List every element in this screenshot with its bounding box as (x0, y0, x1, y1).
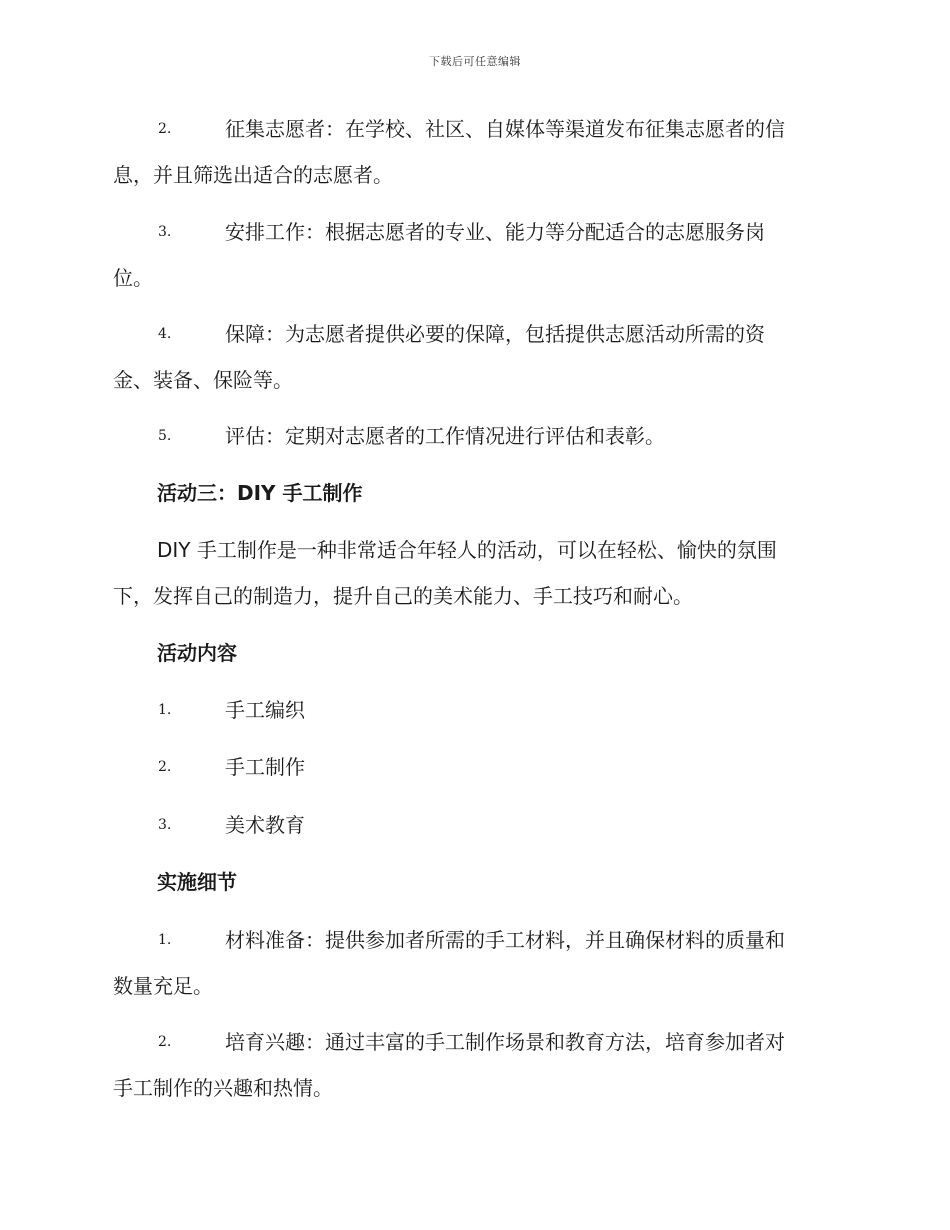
list-item-text: 材料准备：提供参加者所需的手工材料，并且确保材料的质量和 (225, 928, 785, 952)
paragraph-line: DIY 手工制作是一种非常适合年轻人的活动，可以在轻松、愉快的氛围 (157, 538, 777, 562)
list-item (113, 106, 835, 198)
subsection-heading: 实施细节 (157, 870, 237, 894)
list-item (113, 744, 835, 790)
list-item-text-continued: 息，并且筛选出适合的志愿者。 (113, 163, 393, 187)
list-number: 1. (158, 932, 172, 948)
list-item (113, 687, 835, 733)
list-number: 2. (158, 121, 172, 137)
intro-paragraph (113, 527, 835, 619)
list-number: 3. (158, 817, 172, 833)
list-item-text: 安排工作：根据志愿者的专业、能力等分配适合的志愿服务岗 (225, 220, 765, 244)
list-item-text: 培育兴趣：通过丰富的手工制作场景和教育方法，培育参加者对 (225, 1030, 785, 1054)
list-item-text: 征集志愿者：在学校、社区、自媒体等渠道发布征集志愿者的信 (225, 117, 785, 141)
list-item (113, 802, 835, 848)
list-number: 5. (158, 428, 172, 444)
list-number: 2. (158, 1034, 172, 1050)
list-item-text-continued: 手工制作的兴趣和热情。 (113, 1076, 333, 1100)
list-number: 3. (158, 224, 172, 240)
list-number: 4. (158, 326, 172, 342)
list-item (113, 917, 835, 1009)
list-item (113, 1019, 835, 1111)
list-item-text: 美术教育 (225, 813, 305, 837)
list-item-text-continued: 位。 (113, 266, 153, 290)
list-item-text: 保障：为志愿者提供必要的保障，包括提供志愿活动所需的资 (225, 322, 765, 346)
list-item (113, 311, 835, 403)
list-item-text: 手工制作 (225, 755, 305, 779)
subsection-heading: 活动内容 (157, 641, 237, 665)
list-item-text: 手工编织 (225, 698, 305, 722)
list-item-text: 评估：定期对志愿者的工作情况进行评估和表彰。 (225, 424, 665, 448)
list-item (113, 413, 835, 459)
section-heading: 活动三：DIY 手工制作 (157, 481, 363, 505)
page-header: 下载后可任意编辑 (429, 55, 521, 68)
list-number: 1. (158, 702, 172, 718)
list-item-text-continued: 金、装备、保险等。 (113, 368, 293, 392)
list-number: 2. (158, 759, 172, 775)
list-item (113, 209, 835, 301)
paragraph-line: 下，发挥自己的制造力，提升自己的美术能力、手工技巧和耐心。 (113, 584, 693, 608)
list-item-text-continued: 数量充足。 (113, 974, 213, 998)
